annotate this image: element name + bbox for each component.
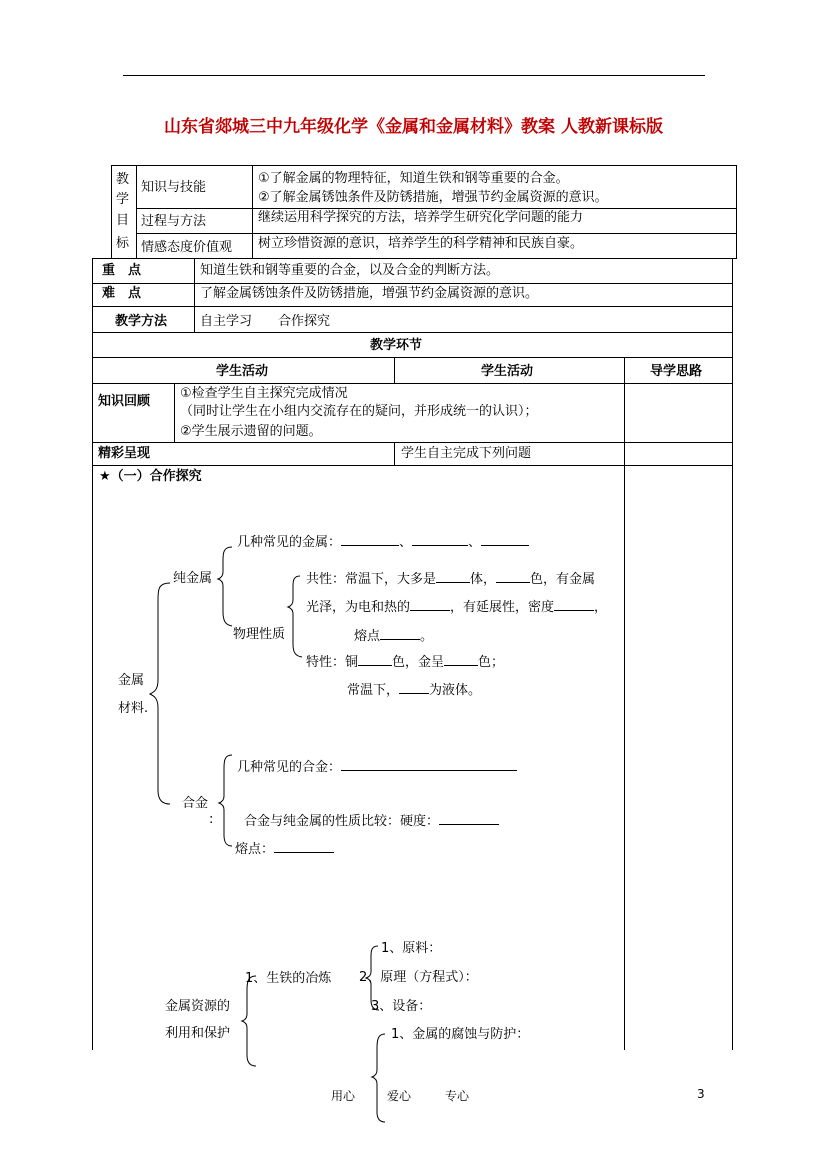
footer-word: 用心 (331, 1089, 356, 1103)
goal-text: 继续运用科学探究的方法，培养学生研究化学问题的能力 (258, 210, 584, 225)
goal-name-knowledge: 知识与技能 (141, 180, 207, 195)
review-line: （同时让学生在小组内交流存在的疑问，并形成统一的认识）； (180, 404, 538, 419)
resource-label: 金属资源的 (165, 999, 231, 1014)
common-property: 共性：常温下，大多是 体， 色，有金属 (306, 572, 596, 587)
equipment: 3、设备： (371, 999, 432, 1014)
goals-label-char: 学 (116, 192, 130, 207)
method-label: 教学方法 (115, 314, 168, 329)
resource-label: 利用和保护 (165, 1026, 231, 1041)
review-line: ①检查学生自主探究完成情况 (180, 386, 348, 401)
goals-label-char: 目 (116, 213, 130, 228)
smelt-label: 1、生铁的冶炼 (245, 971, 332, 986)
goals-label-char: 标 (116, 236, 130, 251)
pure-metal-label: 纯金属 (173, 571, 213, 586)
goal-name-process: 过程与方法 (141, 214, 207, 229)
footer-word: 爱心 (387, 1089, 412, 1103)
showcase-label: 精彩呈现 (98, 446, 151, 461)
physical-label: 物理性质 (233, 627, 286, 642)
principle: 2、原理（方程式）： (359, 970, 478, 985)
column-header: 学生活动 (216, 364, 269, 379)
special-property-2: 常温下， 为液体。 (347, 683, 482, 698)
footer-word: 专心 (445, 1089, 470, 1103)
raw-material: 1、原料： (381, 941, 442, 956)
difficulty-label: 难 点 (102, 286, 142, 301)
showcase-text: 学生自主完成下列问题 (401, 446, 532, 461)
common-alloys-label: 几种常见的合金： (237, 758, 517, 776)
alloy-colon: : (209, 812, 214, 827)
goals-label-char: 教 (116, 172, 130, 187)
review-line: ②学生展示遗留的问题。 (180, 424, 322, 439)
compare-line: 合金与纯金属的性质比较：硬度： (244, 812, 499, 830)
special-property: 特性：铜 色，金呈 色； (306, 655, 505, 670)
method-text: 自主学习 合作探究 (200, 314, 331, 329)
review-label: 知识回顾 (98, 394, 151, 409)
page-title: 山东省郯城三中九年级化学《金属和金属材料》教案 人教新课标版 (164, 117, 663, 137)
goal-text: ②了解金属锈蚀条件及防锈措施，增强节约金属资源的意识。 (258, 190, 608, 205)
column-header: 学生活动 (481, 364, 534, 379)
key-point-text: 知道生铁和钢等重要的合金，以及合金的判断方法。 (200, 263, 500, 278)
section-header: 教学环节 (370, 338, 423, 353)
melt-line: 熔点 。 (354, 629, 434, 644)
goal-text: 树立珍惜资源的意识，培养学生的科学精神和民族自豪。 (258, 236, 584, 251)
goal-name-attitude: 情感态度价值观 (141, 240, 233, 255)
difficulty-text: 了解金属锈蚀条件及防锈措施，增强节约金属资源的意识。 (200, 286, 539, 301)
column-header: 导学思路 (650, 364, 703, 379)
root-label: 金属 (118, 673, 145, 688)
luster-line: 光泽，为电和热的 ，有延展性，密度 ， (306, 600, 608, 615)
common-metals-label: 几种常见的金属： 、 、 (237, 533, 529, 551)
goal-text: ①了解金属的物理特征，知道生铁和钢等重要的合金。 (258, 171, 569, 186)
root-label: 材料. (118, 701, 149, 716)
key-point-label: 重 点 (102, 263, 142, 278)
alloy-label: 合金 (182, 796, 209, 811)
explore-heading: ★（一）合作探究 (99, 469, 202, 484)
page-number: 3 (697, 1087, 705, 1101)
corrosion: 1、金属的腐蚀与防护： (391, 1027, 530, 1042)
alloy-melt-line: 熔点： (235, 840, 334, 858)
